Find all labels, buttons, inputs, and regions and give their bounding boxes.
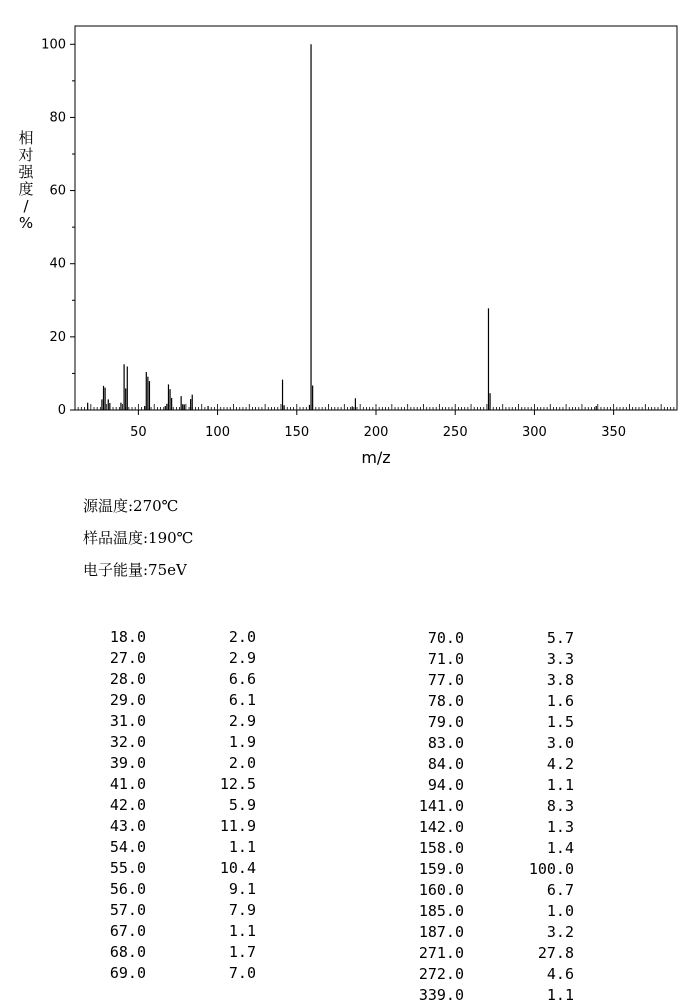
peak-intensity-cell: 2.0 [228, 754, 256, 772]
peak-intensity-cell: 1.1 [228, 838, 256, 856]
peak-mz-cell: 77.0 [427, 671, 464, 689]
peak-mz-cell: 94.0 [427, 776, 464, 794]
y-tick-labels [41, 37, 66, 418]
peak-mz-cell: 42.0 [109, 796, 146, 814]
peak-mz-cell: 158.0 [418, 839, 464, 857]
sample-temperature: 样品温度:190℃ [83, 529, 194, 547]
peak-intensity-cell: 2.9 [228, 712, 256, 730]
peak-intensity-cell: 5.7 [546, 629, 574, 647]
peak-table-left-intensity [196, 627, 256, 984]
x-axis-label: m/z [361, 448, 391, 467]
y-tick-label: 40 [49, 256, 66, 272]
peak-mz-cell: 32.0 [109, 733, 146, 751]
plot-frame [75, 26, 677, 410]
peak-mz-cell: 56.0 [109, 880, 146, 898]
peak-intensity-cell: 6.1 [228, 691, 256, 709]
y-axis-label-char: / [23, 197, 29, 215]
electron-energy: 电子能量:75eV [83, 561, 187, 579]
peak-intensity-cell: 4.6 [546, 965, 574, 983]
peak-intensity-cell: 12.5 [219, 775, 256, 793]
y-axis-label-char: 相 [18, 129, 34, 147]
peak-mz-cell: 57.0 [109, 901, 146, 919]
x-tick-label: 300 [522, 425, 547, 440]
peak-intensity-cell: 1.7 [228, 943, 256, 961]
mass-spectrum-chart [0, 0, 687, 480]
peak-mz-cell: 78.0 [427, 692, 464, 710]
axis-ticks [70, 44, 677, 415]
peak-mz-cell: 83.0 [427, 734, 464, 752]
peak-intensity-cell: 1.9 [228, 733, 256, 751]
peak-intensity-cell: 6.6 [228, 670, 256, 688]
peak-intensity-cell: 8.3 [546, 797, 574, 815]
spectrum-peaks [88, 44, 597, 410]
peak-intensity-cell: 9.1 [228, 880, 256, 898]
x-tick-label: 200 [363, 425, 389, 440]
x-tick-label: 100 [205, 425, 230, 440]
peak-mz-cell: 160.0 [418, 881, 464, 899]
peak-mz-cell: 141.0 [418, 797, 464, 815]
peak-mz-cell: 159.0 [418, 860, 464, 878]
peak-intensity-cell: 3.2 [546, 923, 574, 941]
x-tick-label: 350 [601, 425, 627, 440]
y-axis-label-char: 对 [18, 146, 34, 164]
peak-intensity-cell: 3.8 [546, 671, 574, 689]
peak-mz-cell: 28.0 [109, 670, 146, 688]
peak-mz-cell: 29.0 [109, 691, 146, 709]
peak-mz-cell: 271.0 [418, 944, 464, 962]
peak-intensity-cell: 3.3 [546, 650, 574, 668]
peak-mz-cell: 69.0 [109, 964, 146, 982]
peak-mz-cell: 41.0 [109, 775, 146, 793]
peak-table-right-mz [396, 628, 464, 1006]
x-tick-label: 250 [442, 425, 468, 440]
peak-mz-cell: 339.0 [418, 986, 464, 1004]
peak-intensity-cell: 6.7 [546, 881, 574, 899]
peak-mz-cell: 272.0 [418, 965, 464, 983]
y-tick-label: 60 [49, 183, 66, 199]
peak-intensity-cell: 1.1 [228, 922, 256, 940]
peak-mz-cell: 27.0 [109, 649, 146, 667]
peak-intensity-cell: 1.5 [546, 713, 574, 731]
peak-mz-cell: 39.0 [109, 754, 146, 772]
peak-intensity-cell: 1.6 [546, 692, 574, 710]
peak-mz-cell: 55.0 [109, 859, 146, 877]
peak-intensity-cell: 27.8 [537, 944, 574, 962]
x-tick-label: 50 [130, 425, 147, 440]
peak-intensity-cell: 7.0 [228, 964, 256, 982]
y-tick-label: 0 [57, 403, 66, 418]
peak-mz-cell: 70.0 [427, 629, 464, 647]
peak-mz-cell: 185.0 [418, 902, 464, 920]
peak-intensity-cell: 2.9 [228, 649, 256, 667]
peak-intensity-cell: 11.9 [219, 817, 256, 835]
source-temperature: 源温度:270℃ [83, 497, 179, 515]
peak-intensity-cell: 3.0 [546, 734, 574, 752]
peak-intensity-cell: 10.4 [219, 859, 256, 877]
peak-mz-cell: 71.0 [427, 650, 464, 668]
peak-intensity-cell: 1.4 [546, 839, 574, 857]
peak-intensity-cell: 1.1 [546, 986, 574, 1004]
peak-mz-cell: 79.0 [427, 713, 464, 731]
peak-mz-cell: 43.0 [109, 817, 146, 835]
peak-mz-cell: 84.0 [427, 755, 464, 773]
y-tick-label: 20 [49, 329, 66, 345]
y-axis-label [18, 129, 34, 232]
peak-mz-cell: 187.0 [418, 923, 464, 941]
y-axis-label-char: % [18, 214, 34, 232]
peak-mz-cell: 54.0 [109, 838, 146, 856]
peak-intensity-cell: 1.0 [546, 902, 574, 920]
peak-mz-cell: 67.0 [109, 922, 146, 940]
peak-intensity-cell: 1.1 [546, 776, 574, 794]
y-axis-label-char: 度 [18, 180, 34, 198]
peak-mz-cell: 31.0 [109, 712, 146, 730]
peak-intensity-cell: 2.0 [228, 628, 256, 646]
y-tick-label: 100 [41, 37, 66, 53]
peak-table-right-intensity [504, 628, 574, 1006]
peak-intensity-cell: 4.2 [546, 755, 574, 773]
peak-mz-cell: 142.0 [418, 818, 464, 836]
y-axis-label-char: 强 [18, 163, 34, 181]
y-tick-label: 80 [49, 110, 66, 126]
peak-intensity-cell: 1.3 [546, 818, 574, 836]
peak-table-left-mz [90, 627, 146, 984]
x-tick-labels [130, 425, 626, 440]
peak-intensity-cell: 7.9 [228, 901, 256, 919]
peak-mz-cell: 68.0 [109, 943, 146, 961]
x-tick-label: 150 [284, 425, 310, 440]
peak-intensity-cell: 100.0 [528, 860, 574, 878]
peak-intensity-cell: 5.9 [228, 796, 256, 814]
peak-mz-cell: 18.0 [109, 628, 146, 646]
